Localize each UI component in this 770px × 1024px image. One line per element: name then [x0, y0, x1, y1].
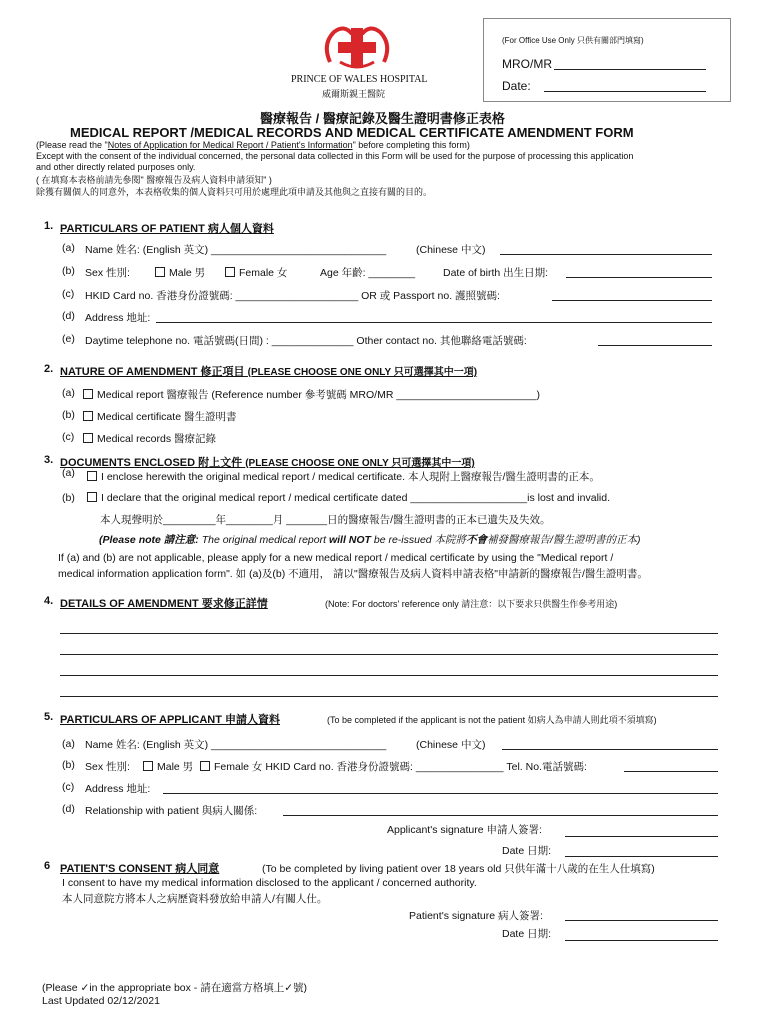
s6-date-field[interactable]: [565, 940, 718, 941]
s1-male-option[interactable]: Male 男: [155, 265, 205, 280]
s1-address-label: Address 地址:: [85, 312, 151, 324]
footer-last-updated: Last Updated 02/12/2021: [42, 995, 160, 1007]
s5-date-field[interactable]: [565, 856, 718, 857]
s1-patient-name-zh-label: (Chinese 中文): [416, 244, 486, 256]
s6-consent-en: I consent to have my medical information disclosed to the applicant / concerned authority.: [62, 877, 477, 889]
office-use-title: (For Office Use Only 只供有關部門填寫): [502, 36, 644, 45]
s5-applicant-name-zh-label: (Chinese 中文): [416, 739, 486, 751]
checkbox-icon[interactable]: [87, 492, 97, 502]
s5-male-option[interactable]: Male 男: [143, 759, 193, 774]
s5-tel-field[interactable]: [624, 771, 718, 772]
s5-address-field[interactable]: [163, 793, 718, 794]
s5-heading: PARTICULARS OF APPLICANT 申請人資料: [60, 714, 280, 726]
form-title-zh: 醫療報告 / 醫療記錄及醫生證明書修正表格: [260, 111, 505, 126]
s3-para-2: medical information application form". 如 (a)及(b) 不適用， 請以"醫療報告及病人資料申請表格"申請新的醫療報告/醫生證明書。: [58, 568, 648, 580]
s1-hkid-passport[interactable]: HKID Card no. 香港身份證號碼: _____________________ OR 或 Passport no. 護照號碼:: [85, 290, 500, 302]
intro-read-notes: (Please read the "Notes of Application for Medical Report / Patient's Information" before completing this form): [36, 140, 470, 150]
s2-medical-records-option[interactable]: Medical records 醫療記錄: [83, 431, 216, 446]
s4-amendment-line-1[interactable]: [60, 633, 718, 634]
s1-dob-field[interactable]: [566, 277, 712, 278]
s5-sex-label: Sex 性別:: [85, 761, 130, 773]
checkbox-icon[interactable]: [87, 471, 97, 481]
s2-b-label: (b): [62, 409, 75, 421]
s3-num: 3.: [44, 454, 54, 466]
s6-signature-label: Patient's signature 病人簽署:: [409, 910, 543, 922]
s1-age-field[interactable]: Age 年齡: ________: [320, 267, 416, 279]
s3-a-label: (a): [62, 467, 75, 479]
intro-consent-1: Except with the consent of the individual concerned, the personal data collected in this Form will be used for the purpose of processing this application: [36, 151, 634, 161]
hospital-name-en: PRINCE OF WALES HOSPITAL: [291, 74, 428, 85]
s2-medical-report-option[interactable]: Medical report 醫療報告 (Reference number 參考號碼 MRO/MR ________________________): [83, 387, 540, 402]
office-date-field[interactable]: [544, 91, 706, 92]
form-title-en: MEDICAL REPORT /MEDICAL RECORDS AND MEDICAL CERTIFICATE AMENDMENT FORM: [70, 125, 634, 140]
s1-d-label: (d): [62, 310, 75, 322]
s5-address-label: Address 地址:: [85, 783, 151, 795]
s3-b-label: (b): [62, 492, 75, 504]
intro-zh-2: 除獲有關個人的同意外，本表格收集的個人資料只可用於處理此項申請及其他與之直接有關的目的。: [36, 187, 433, 197]
checkbox-icon[interactable]: [225, 267, 235, 277]
checkbox-icon[interactable]: [155, 267, 165, 277]
s6-heading: PATIENT'S CONSENT 病人同意: [60, 863, 220, 875]
notes-link[interactable]: Notes of Application for Medical Report / Patient's Information: [107, 140, 353, 150]
s2-medical-cert-option[interactable]: Medical certificate 醫生證明書: [83, 409, 236, 424]
s5-female-hkid-tel[interactable]: Female 女 HKID Card no. 香港身份證號碼: _______________ Tel. No.電話號碼:: [200, 759, 587, 774]
s1-num: 1.: [44, 220, 54, 232]
s5-relationship-label: Relationship with patient 與病人關係:: [85, 805, 258, 817]
office-mro-field[interactable]: [554, 69, 706, 70]
s6-signature-field[interactable]: [565, 920, 718, 921]
checkbox-icon[interactable]: [83, 389, 93, 399]
s5-d-label: (d): [62, 803, 75, 815]
s4-note: (Note: For doctors' reference only 請注意：以下要求只供醫生作參考用途): [325, 599, 618, 609]
s3-lost-option[interactable]: I declare that the original medical report / medical certificate dated ____________________is lost and invalid.: [87, 492, 610, 504]
checkbox-icon[interactable]: [83, 411, 93, 421]
s5-signature-label: Applicant's signature 申請人簽署:: [387, 824, 542, 836]
s1-passport-field[interactable]: [552, 300, 712, 301]
s5-note: (To be completed if the applicant is not the patient 如病人為申請人則此項不須填寫): [327, 715, 657, 725]
s5-signature-field[interactable]: [565, 836, 718, 837]
s2-heading: NATURE OF AMENDMENT 修正項目 (PLEASE CHOOSE ONE ONLY 只可選擇其中一項): [60, 366, 478, 378]
s5-applicant-name-zh-field[interactable]: [502, 749, 718, 750]
s4-num: 4.: [44, 595, 54, 607]
s1-b-label: (b): [62, 265, 75, 277]
office-date-label: Date:: [502, 79, 531, 93]
s4-amendment-line-3[interactable]: [60, 675, 718, 676]
s6-num: 6: [44, 860, 51, 872]
checkbox-icon[interactable]: [143, 761, 153, 771]
checkbox-icon[interactable]: [83, 433, 93, 443]
s6-note: (To be completed by living patient over 18 years old 只供年滿十八歲的在生人仕填寫): [262, 863, 655, 875]
hospital-logo: [320, 22, 394, 74]
s2-num: 2.: [44, 363, 54, 375]
s5-b-label: (b): [62, 759, 75, 771]
s5-date-label: Date 日期:: [502, 845, 552, 857]
s1-dob-label: Date of birth 出生日期:: [443, 267, 549, 279]
s5-applicant-name-en[interactable]: Name 姓名: (English 英文) ______________________________: [85, 739, 387, 751]
s4-amendment-line-2[interactable]: [60, 654, 718, 655]
s1-heading: PARTICULARS OF PATIENT 病人個人資料: [60, 223, 274, 235]
s3-lost-zh[interactable]: 本人現聲明於_________年________月 _______日的醫療報告/醫生證明書的正本已遺失及失效。: [100, 514, 551, 526]
office-mro-label: MRO/MR: [502, 57, 552, 71]
s1-a-label: (a): [62, 242, 75, 254]
s3-para-1: If (a) and (b) are not applicable, please apply for a new medical report / medical certificate by using the "Medical report /: [58, 552, 614, 564]
s3-heading: DOCUMENTS ENCLOSED 附上文件 (PLEASE CHOOSE ONE ONLY 只可選擇其中一項): [60, 457, 475, 469]
s1-other-contact-field[interactable]: [598, 345, 712, 346]
office-use-box: [483, 18, 731, 102]
checkbox-icon[interactable]: [200, 761, 210, 771]
s1-e-label: (e): [62, 333, 75, 345]
s1-patient-name-en[interactable]: Name 姓名: (English 英文) ______________________________: [85, 244, 387, 256]
footer-tick-note: (Please ✓in the appropriate box - 請在適當方格填上✓號): [42, 982, 308, 994]
s1-female-option[interactable]: Female 女: [225, 265, 287, 280]
s3-note: (Please note 請注意: The original medical report will NOT be re-issued 本院將不會補發醫療報告/醫生證明書的正本): [99, 534, 641, 546]
s5-relationship-field[interactable]: [283, 815, 718, 816]
s1-phone-fields[interactable]: Daytime telephone no. 電話號碼(日間) : ______________ Other contact no. 其他聯絡電話號碼:: [85, 335, 527, 347]
s2-a-label: (a): [62, 387, 75, 399]
s5-c-label: (c): [62, 781, 75, 793]
s5-num: 5.: [44, 711, 54, 723]
intro-consent-2: and other directly related purposes only.: [36, 162, 196, 172]
s5-a-label: (a): [62, 738, 75, 750]
s4-heading: DETAILS OF AMENDMENT 要求修正詳情: [60, 598, 268, 610]
intro-zh-1: ( 在填寫本表格前請先參閱" 醫療報告及病人資料申請須知" ): [36, 175, 272, 185]
s1-patient-name-zh-field[interactable]: [500, 254, 712, 255]
s1-address-field[interactable]: [156, 322, 712, 323]
s6-date-label: Date 日期:: [502, 928, 552, 940]
s3-enclose-option[interactable]: I enclose herewith the original medical report / medical certificate. 本人現附上醫療報告/醫生證明書的正本。: [87, 469, 600, 484]
s1-c-label: (c): [62, 288, 75, 300]
s6-consent-zh: 本人同意院方將本人之病歷資料發放給申請人/有關人仕。: [62, 893, 328, 905]
hospital-name-zh: 威爾斯親王醫院: [322, 89, 386, 99]
s4-amendment-line-4[interactable]: [60, 696, 718, 697]
s1-sex-label: Sex 性別:: [85, 267, 130, 279]
s2-c-label: (c): [62, 431, 75, 443]
